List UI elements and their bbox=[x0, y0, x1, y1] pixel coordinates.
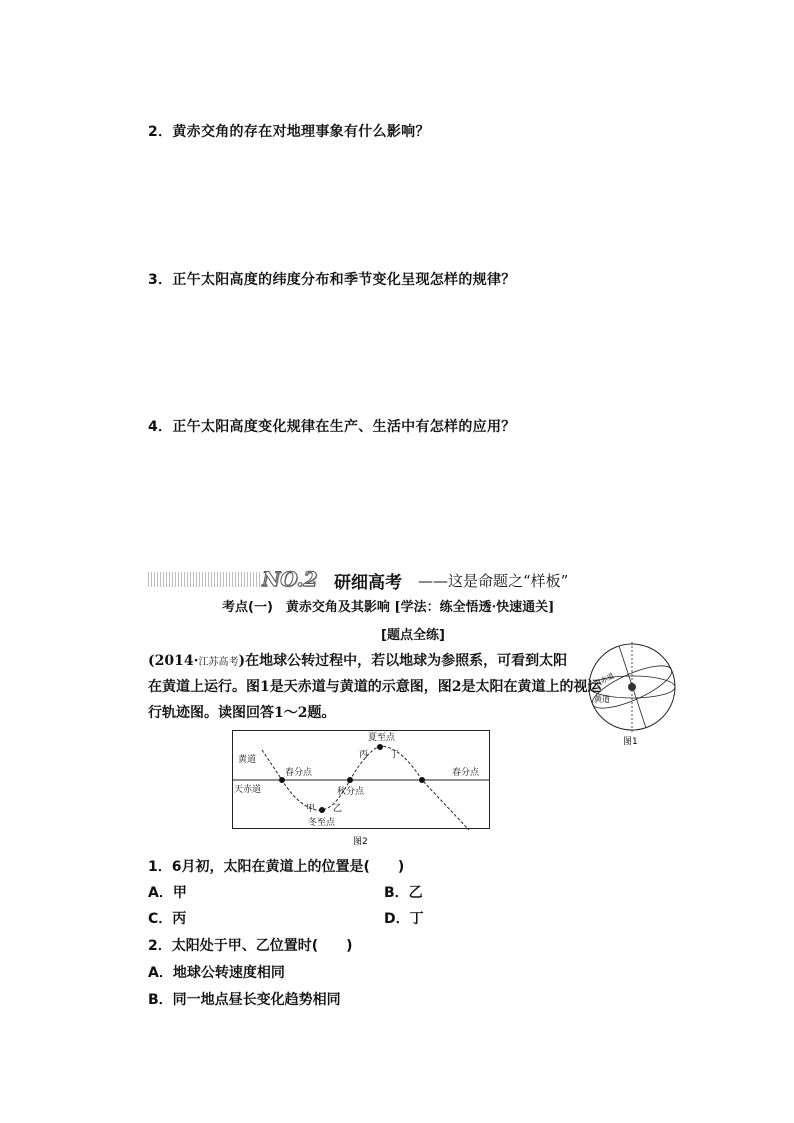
question-4: 4．正午太阳高度变化规律在生产、生活中有怎样的应用？ bbox=[148, 419, 516, 435]
fig2-label-tianchidao: 天赤道 bbox=[234, 785, 262, 795]
fig2-label-xiazhi: 夏至点 bbox=[368, 733, 396, 743]
mc2-stem: 2．太阳处于甲、乙位置时( ) bbox=[148, 938, 353, 954]
fig2-label-qiufen: 秋分点 bbox=[337, 787, 365, 797]
intro-year: (2014· bbox=[148, 653, 199, 669]
fig2-label-chunfen-right: 春分点 bbox=[452, 768, 480, 778]
fig2-label-jia: 甲 bbox=[306, 804, 316, 814]
fig2-spring-equinox-dot-right bbox=[419, 777, 425, 783]
intro-line-2: 在黄道上运行。图1是天赤道与黄道的示意图，图2是太阳在黄道上的视运 bbox=[148, 679, 602, 695]
fig2-label-bing: 丙 bbox=[359, 750, 369, 760]
banner-subtitle: ——这是命题之“样板” bbox=[418, 572, 569, 590]
kaodian-heading bbox=[222, 596, 554, 615]
mc1-option-b: B．乙 bbox=[384, 885, 423, 901]
mc1-option-d: D．丁 bbox=[384, 911, 424, 927]
earth-dot bbox=[628, 683, 636, 691]
figure-1-celestial-sphere bbox=[586, 640, 686, 750]
kaodian-title: 考点(一) 黄赤交角及其影响 bbox=[222, 600, 390, 615]
fig2-label-yi: 乙 bbox=[333, 804, 343, 814]
banner-title: 研细高考 bbox=[334, 573, 402, 593]
mc2-option-b: B．同一地点昼长变化趋势相同 bbox=[148, 992, 341, 1008]
figure-2-sun-path bbox=[232, 730, 490, 848]
fig2-label-ding: 丁 bbox=[390, 750, 400, 760]
intro-source: 江苏高考 bbox=[198, 657, 239, 668]
kaodian-note: [学法：练全悟透·快速通关] bbox=[394, 600, 555, 615]
fig2-label-dongzhi: 冬至点 bbox=[308, 818, 336, 828]
fig2-summer-solstice-dot bbox=[377, 744, 383, 750]
banner-stripe bbox=[148, 572, 260, 587]
fig1-label-huangdao: 黄道 bbox=[594, 695, 610, 704]
fig2-winter-solstice-dot bbox=[319, 807, 325, 813]
mc1-option-c: C．丙 bbox=[148, 911, 187, 927]
fig2-label-chunfen-left: 春分点 bbox=[285, 768, 313, 778]
tidian-heading: [题点全练] bbox=[381, 628, 445, 643]
fig2-caption: 图2 bbox=[353, 837, 368, 847]
mc2-option-a: A．地球公转速度相同 bbox=[148, 965, 285, 981]
fig2-label-huangdao: 黄道 bbox=[238, 755, 257, 765]
intro-line-3: 行轨迹图。读图回答1～2题。 bbox=[148, 705, 336, 721]
question-2: 2．黄赤交角的存在对地理事象有什么影响？ bbox=[148, 124, 430, 140]
fig1-label-tianchidao: 天赤道 bbox=[593, 671, 616, 689]
intro-line-1 bbox=[148, 650, 567, 670]
question-3: 3．正午太阳高度的纬度分布和季节变化呈现怎样的规律？ bbox=[148, 272, 516, 288]
fig1-caption: 图1 bbox=[623, 737, 638, 747]
mc1-option-a: A．甲 bbox=[148, 885, 187, 901]
banner-logo: NO.2 bbox=[262, 567, 318, 591]
fig2-autumn-equinox-dot bbox=[347, 777, 353, 783]
intro-line1-rest: )在地球公转过程中，若以地球为参照系，可看到太阳 bbox=[238, 653, 568, 669]
mc1-stem: 1．6月初，太阳在黄道上的位置是( ) bbox=[148, 859, 405, 875]
